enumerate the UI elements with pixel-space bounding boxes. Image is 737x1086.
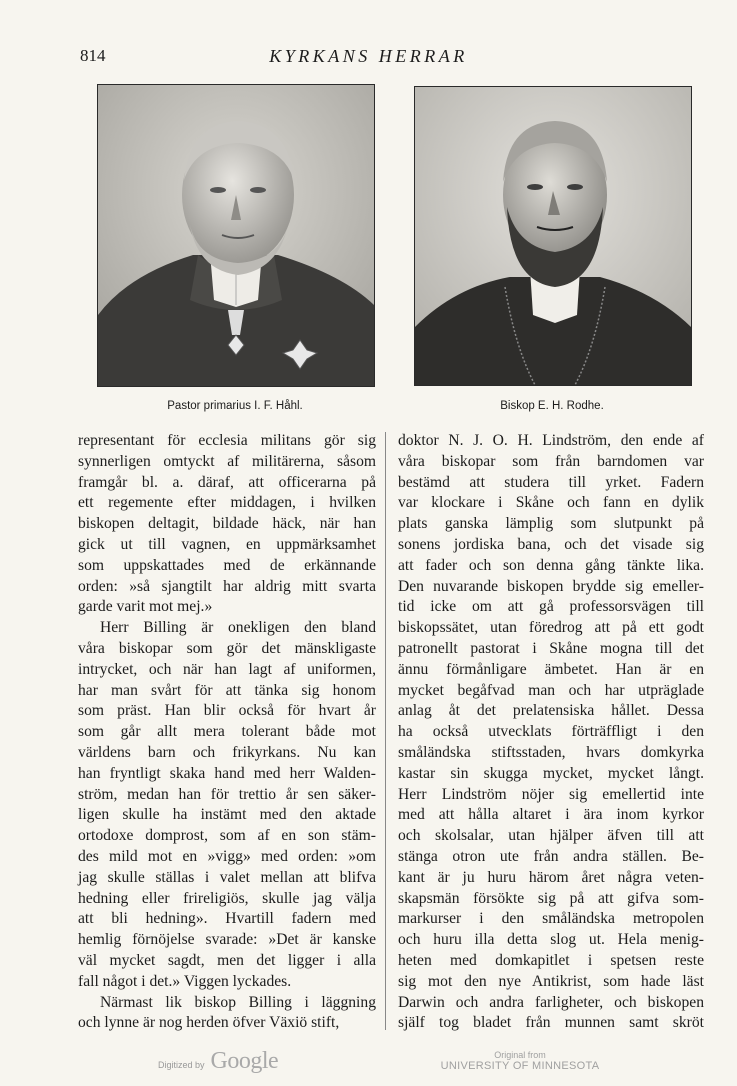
portrait-rodhe-image <box>415 87 691 385</box>
caption-hahl: Pastor primarius I. F. Håhl. <box>167 400 303 412</box>
portrait-rodhe <box>414 86 692 386</box>
page-number: 814 <box>80 46 106 65</box>
text-line: garde varit mot mej.» <box>78 598 213 616</box>
text-line: ha också utvecklats förträffligt i den <box>398 723 704 741</box>
text-line: som präst. Han blir också för hvart år <box>78 702 376 720</box>
digitized-by-watermark <box>158 1048 278 1075</box>
text-line: att bli hedning». Hvartill fadern med <box>78 910 376 928</box>
text-line: våra biskopar som gör det mänskligaste <box>78 639 376 657</box>
text-line: biskopen deltagit, bildade häck, när han <box>78 515 376 533</box>
text-line: han fryntligt skaka hand med herr Walden- <box>78 764 376 782</box>
text-line: världens barn och frikyrkans. Nu kan <box>78 743 376 761</box>
text-line: intrycket, och när han lagt af uniformen, <box>78 660 376 678</box>
text-line: fall något i det.» Viggen lyckades. <box>78 972 292 990</box>
text-line: ström, medan han för trettio år sen säker- <box>78 785 376 803</box>
text-line: hedning eller frireligiös, skulle jag välja <box>78 889 376 907</box>
text-line: att fader och son denna gång tänkte lika. <box>398 556 704 574</box>
text-line: ännu förmånligare ämbetet. Han är en <box>398 660 704 678</box>
text-line: väl mycket sagdt, men det ligger i alla <box>78 951 376 969</box>
text-line: des mild mot en »vigg» med orden: »om <box>78 847 376 865</box>
text-line: med att hålla altaret i ära inom kyrkor <box>398 806 704 824</box>
text-line: kastar sin skugga mycket, mycket långt. <box>398 764 704 782</box>
google-logo: Google <box>210 1048 279 1074</box>
digitized-by-text: Digitized by <box>158 1060 205 1070</box>
text-line: stänga otron ute från andra ställen. Be- <box>398 847 704 865</box>
text-line: skapsmän försökte sig på att gifva som- <box>398 889 704 907</box>
text-line: synnerligen omtyckt af militärerna, såsom <box>78 452 376 470</box>
text-line: tid icke om att gå professorsvägen till <box>398 598 704 616</box>
text-line: småländska stiftsstaden, hvars domkyrka <box>398 743 704 761</box>
text-line: jag skulle ställas i valet mellan att blifva <box>78 868 376 886</box>
text-line: hemlig förnöjelse svarade: »Det är kanske <box>78 931 376 949</box>
text-line: framgår bl. a. däraf, att officerarna på <box>78 473 376 491</box>
caption-rodhe: Biskop E. H. Rodhe. <box>500 400 604 412</box>
text-line: anlag åt det prelatensiska hållet. Dessa <box>398 702 704 720</box>
text-line: gick ut till vagnen, en uppmärksamhet <box>78 535 376 553</box>
text-line: Herr Lindström nöjer sig emellertid inte <box>398 785 704 803</box>
portrait-hahl-image <box>98 85 374 386</box>
text-column-right <box>398 431 704 1034</box>
text-line: Darwin och andra farligheter, och biskopen <box>398 993 704 1011</box>
text-line: ett regemente efter middagen, i hvilken <box>78 494 376 512</box>
text-line: och lynne är nog herden öfver Växiö stift, <box>78 1014 340 1032</box>
text-line: representant för ecclesia militans gör sig <box>78 432 376 449</box>
original-from-watermark <box>440 1050 600 1072</box>
running-title: KYRKANS HERRAR <box>269 46 468 66</box>
text-line: och huru illa detta slog ut. Hela menig- <box>398 931 704 949</box>
text-line: sonens jordiska bana, och det visade sig <box>398 535 704 553</box>
text-line: bestämd att studera till yrket. Fadern <box>398 473 704 491</box>
university-text: UNIVERSITY OF MINNESOTA <box>440 1060 600 1072</box>
text-line: som uppskattades med de erkännande <box>78 556 376 574</box>
text-line: ligen skulle ha instämt med den aktade <box>78 806 376 824</box>
text-line: kant är ju huru härom året några veten- <box>398 868 704 886</box>
text-line: själf tog bladet från munnen samt skröt <box>398 1014 704 1032</box>
text-line: biskopssätet, utan föredrog att på ett godt <box>398 619 704 637</box>
text-column-left <box>78 431 376 1034</box>
text-line: Den nuvarande biskopen brydde sig emeller- <box>398 577 704 595</box>
text-line: har man svårt för att tänka sig honom <box>78 681 376 699</box>
text-line: mycket begåfvad man och har utpräglade <box>398 681 704 699</box>
text-line: ortodoxe domprost, som af en son stäm- <box>78 827 376 845</box>
text-line: doktor N. J. O. H. Lindström, den ende af <box>398 432 704 449</box>
text-line: Herr Billing är onekligen den bland <box>100 619 376 637</box>
portrait-hahl <box>97 84 375 387</box>
text-line: patronellt pastorat i Skåne mogna till det <box>398 639 704 657</box>
text-line: våra biskopar som från barndomen var <box>398 452 704 470</box>
text-line: som går allt mera tolerant både mot <box>78 723 376 741</box>
text-line: Närmast lik biskop Billing i läggning <box>100 993 376 1011</box>
text-line: var klockare i Skåne och fann en dylik <box>398 494 704 512</box>
text-line: sig mot den nye Antikrist, som hade läst <box>398 972 704 990</box>
text-line: plats ganska lämplig som slutpunkt på <box>398 515 704 533</box>
column-divider <box>385 432 386 1030</box>
text-line: orden: »så sjangtilt har aldrig mitt svarta <box>78 577 376 595</box>
text-line: och skolsalar, utan hjälper äfven till att <box>398 827 704 845</box>
page-header <box>0 46 737 70</box>
text-line: heten med domkapitlet i spetsen reste <box>398 951 704 969</box>
text-line: markurser i den småländska metropolen <box>398 910 704 928</box>
original-from-text: Original from <box>494 1050 546 1060</box>
